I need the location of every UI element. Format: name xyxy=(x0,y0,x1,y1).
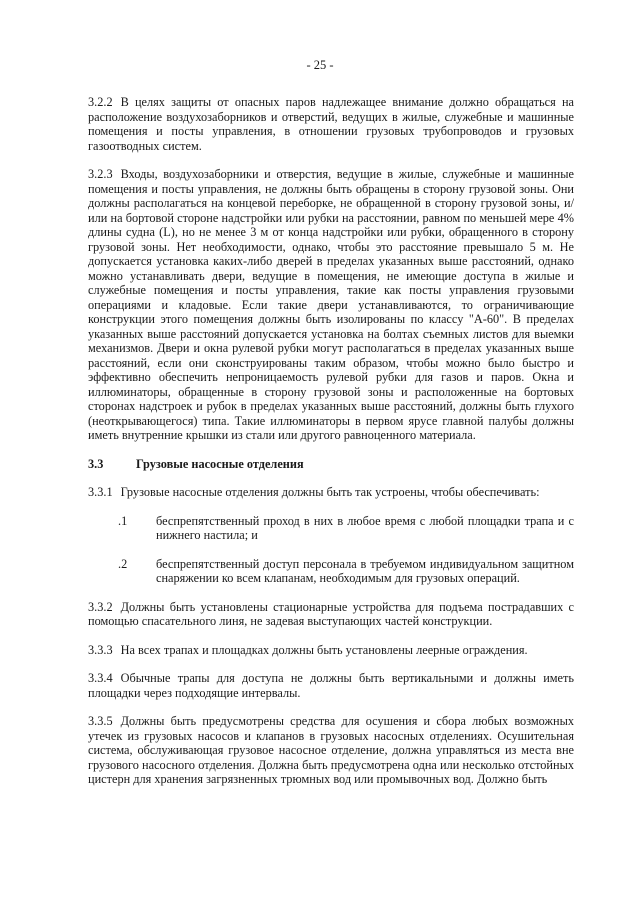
list-item-text: беспрепятственный проход в них в любое время с любой площадки трапа и с нижнего настила; и xyxy=(156,513,574,542)
paragraph-text: Должны быть установлены стационарные устройства для подъема пострадавших с помощью спасательного линя, не задевая выступающих частей конструкции. xyxy=(88,599,574,628)
list-item-text: беспрепятственный доступ персонала в требуемом индивидуальном защитном снаряжении ко всем клапанам, необходимым для грузовых операций. xyxy=(156,556,574,585)
paragraph-number: 3.2.2 xyxy=(88,95,113,109)
paragraph-3-2-3 xyxy=(88,167,574,443)
page-number: - 25 - xyxy=(306,58,334,72)
section-title: Грузовые насосные отделения xyxy=(136,456,304,471)
list-item xyxy=(88,514,574,543)
paragraph-text: Входы, воздухозаборники и отверстия, ведущие в жилые, служебные и машинные помещения и посты управления, не должны быть обращены в сторону грузовой зоны. Они должны располагаться на концевой переборке, не обращенной в сторону грузовой зоны, и/или на бортовой стороне надстройки или рубки на расстоянии, равном по меньшей мере 4% длины судна (L), но не менее 3 м от конца надстройки или рубки, обращенного в сторону грузовой зоны. Нет необходимости, однако, чтобы это расстояние превышало 5 м. Не допускается установка каких-либо дверей в пределах указанных выше расстояний, однако можно устанавливать двери, ведущие в помещения, не имеющие доступа в жилые и служебные помещения и посты управления, такие как посты управления грузовыми операциями и кладовые. Если такие двери устанавливаются, то ограничивающие конструкции этого помещения должны быть изолированы по классу "А-60". В пределах указанных выше расстояний допускается установка на болтах съемных листов для выемки механизмов. Двери и окна рулевой рубки могут располагаться в пределах указанных выше расстояний, если они сконструированы таким образом, чтобы можно было быстро и эффективно обеспечить непроницаемость рулевой рубки для газов и паров. Окна и иллюминаторы, обращенные в сторону грузовой зоны и расположенные на бортовых сторонах надстроек и рубок в пределах указанных выше расстояний, должны быть глухого (неоткрывающегося) типа. Такие иллюминаторы в первом ярусе главной палубы должны иметь внутренние крышки из стали или другого равноценного материала. xyxy=(88,167,574,442)
paragraph-text: Должны быть предусмотрены средства для осушения и сбора любых возможных утечек из грузовых насосов и клапанов в грузовых насосных отделениях. Осушительная система, обслуживающая грузовое насосное отделение, должна управляться из места вне грузового насосного отделения. Должна быть предусмотрена одна или несколько отстойных цистерн для хранения загрязненных трюмных вод или промывочных вод. Должно быть xyxy=(88,714,574,786)
paragraph-3-3-4 xyxy=(88,671,574,700)
paragraph-text: Обычные трапы для доступа не должны быть вертикальными и должны иметь площадки через подходящие интервалы. xyxy=(88,671,574,700)
paragraph-number: 3.2.3 xyxy=(88,167,113,181)
paragraph-number: 3.3.4 xyxy=(88,671,113,685)
document-body xyxy=(88,95,574,787)
section-number: 3.3 xyxy=(88,456,104,471)
paragraph-number: 3.3.1 xyxy=(88,485,113,499)
list-item-number: .1 xyxy=(118,513,128,528)
paragraph-3-3-3 xyxy=(88,643,574,658)
paragraph-number: 3.3.2 xyxy=(88,599,113,614)
paragraph-number: 3.3.3 xyxy=(88,642,113,657)
list-item xyxy=(88,557,574,586)
paragraph-3-3-1 xyxy=(88,485,574,500)
paragraph-3-2-2 xyxy=(88,95,574,153)
section-heading-3-3 xyxy=(88,457,574,472)
paragraph-text: В целях защиты от опасных паров надлежащее внимание должно обращаться на расположение воздухозаборников и отверстий, ведущих в жилые, служебные и машинные помещения и посты управления, в отношении грузовых трубопроводов и грузовых газоотводных систем. xyxy=(88,95,574,153)
paragraph-number: 3.3.5 xyxy=(88,714,113,728)
paragraph-text: Грузовые насосные отделения должны быть так устроены, чтобы обеспечивать: xyxy=(120,485,540,499)
paragraph-3-3-2 xyxy=(88,600,574,629)
paragraph-text: На всех трапах и площадках должны быть установлены леерные ограждения. xyxy=(120,642,528,657)
paragraph-3-3-5 xyxy=(88,714,574,787)
list-item-number: .2 xyxy=(118,556,128,571)
